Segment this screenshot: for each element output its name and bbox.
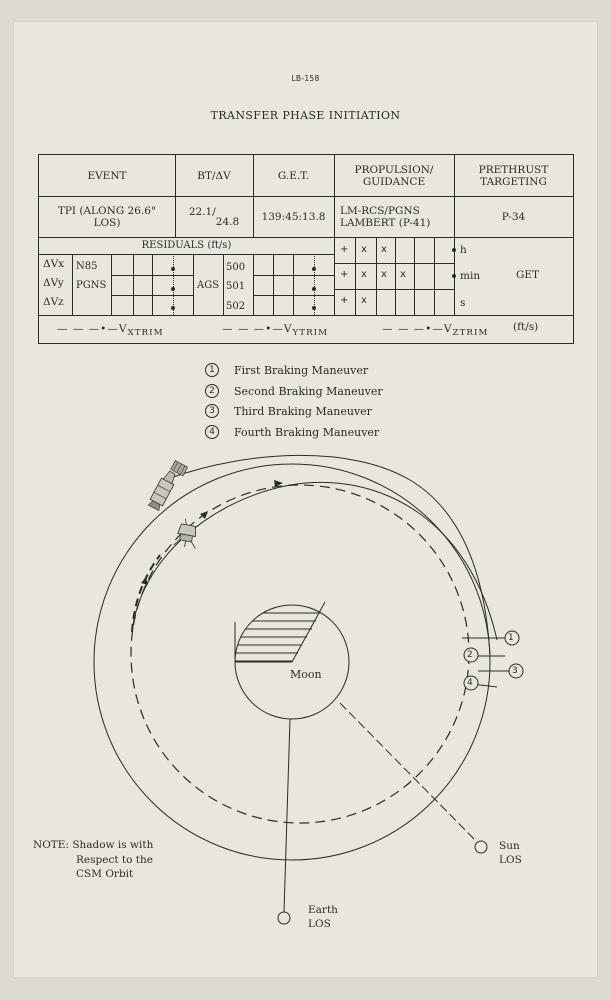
lm-spacecraft-icon [174, 517, 201, 548]
ags-code-500: 500 [226, 262, 246, 273]
trim-y-axis: Y [292, 328, 300, 339]
page-number: LB-158 [291, 74, 320, 83]
header-prethrust-line1: PRETHRUST [478, 163, 549, 176]
propulsion-line1: LM-RCS/PGNS [340, 204, 420, 217]
trim-z: — — $—•—V_{ZTRIM}$ [382, 323, 489, 339]
legend-number: 4 [205, 425, 219, 439]
trim-z-v: V [443, 323, 453, 335]
pgns-label: PGNS [76, 280, 107, 291]
note-line1: NOTE: Shadow is with [33, 839, 154, 851]
trim-units: (ft/s) [513, 321, 539, 333]
earth-label-line1: Earth [308, 904, 338, 916]
maneuver-number-1: 1 [508, 633, 514, 643]
get-mark: + [340, 295, 349, 306]
get-mark: x [381, 244, 387, 255]
trim-x-axis: X [127, 328, 135, 339]
get-mark: x [361, 244, 367, 255]
unit-minutes: min [460, 270, 481, 282]
legend-label: Third Braking Maneuver [234, 404, 372, 418]
get-cell: 139:45:13.8 [261, 210, 326, 223]
get-mark: x [381, 269, 387, 280]
note-line3: CSM Orbit [76, 868, 134, 880]
dvy-label: ΔVy [43, 277, 64, 289]
get-label: GET [516, 269, 540, 281]
legend-label: First Braking Maneuver [234, 363, 369, 377]
earth-los-marker [278, 912, 290, 924]
trim-y-word: TRIM [299, 328, 329, 339]
earth-label-line2: LOS [308, 918, 331, 930]
note-line2: Respect to the [76, 854, 153, 866]
header-prethrust-line2: TARGETING [480, 175, 547, 188]
event-line2: LOS) [93, 216, 121, 229]
sun-label-line1: Sun [499, 840, 520, 852]
propulsion-line2: LAMBERT (P-41) [340, 216, 431, 229]
lm-approach-path [132, 555, 160, 632]
get-mark: + [340, 244, 349, 255]
dv-value: 24.8 [215, 215, 240, 228]
moon-label: Moon [290, 668, 322, 681]
get-mark: x [400, 269, 406, 280]
csm-spacecraft-icon [147, 459, 187, 513]
get-mark: x [361, 269, 367, 280]
unit-hours: h [460, 244, 467, 256]
legend-number: 1 [205, 363, 219, 377]
dvx-label: ΔVx [43, 258, 65, 270]
sun-label-line2: LOS [499, 854, 522, 866]
header-bt-dv: BT/ΔV [197, 169, 231, 182]
trim-z-word: TRIM [459, 328, 489, 339]
n85-label: N85 [76, 261, 98, 272]
trim-z-axis: Z [452, 328, 460, 339]
earth-los-line [284, 719, 290, 912]
page-title: TRANSFER PHASE INITIATION [210, 109, 401, 122]
maneuver-number-2: 2 [467, 650, 473, 660]
get-mark: + [340, 269, 349, 280]
ags-code-502: 502 [226, 301, 246, 312]
residuals-label: RESIDUALS (ft/s) [141, 239, 232, 251]
event-line1: TPI (ALONG 26.6° [57, 204, 157, 217]
bt-value: 22.1/ [188, 205, 216, 218]
ags-code-501: 501 [226, 281, 246, 292]
direction-arrow [200, 511, 208, 519]
legend-label: Fourth Braking Maneuver [234, 425, 380, 439]
direction-arrow [141, 577, 148, 585]
legend-number: 3 [205, 404, 219, 418]
trim-y: — — $—•—V_{YTRIM}$ [222, 323, 329, 339]
dvz-label: ΔVz [43, 296, 64, 308]
trim-x-word: TRIM [134, 328, 164, 339]
header-propulsion-line2: GUIDANCE [362, 175, 426, 188]
legend-label: Second Braking Maneuver [234, 384, 383, 398]
ags-label: AGS [197, 280, 220, 291]
header-get: G.E.T. [277, 169, 310, 182]
targeting-cell: P-34 [501, 210, 526, 223]
maneuver-number-3: 3 [512, 666, 518, 676]
legend-number: 2 [205, 384, 219, 398]
maneuver-number-4: 4 [467, 678, 473, 688]
trim-y-v: V [283, 323, 293, 335]
header-propulsion-line1: PROPULSION/ [354, 163, 434, 176]
unit-seconds: s [460, 297, 466, 309]
trim-x: — — $—•—V_{XTRIM}$ [57, 323, 164, 339]
trim-x-v: V [118, 323, 128, 335]
sun-los-marker [475, 841, 487, 853]
header-event: EVENT [87, 169, 127, 182]
get-mark: x [361, 295, 367, 306]
